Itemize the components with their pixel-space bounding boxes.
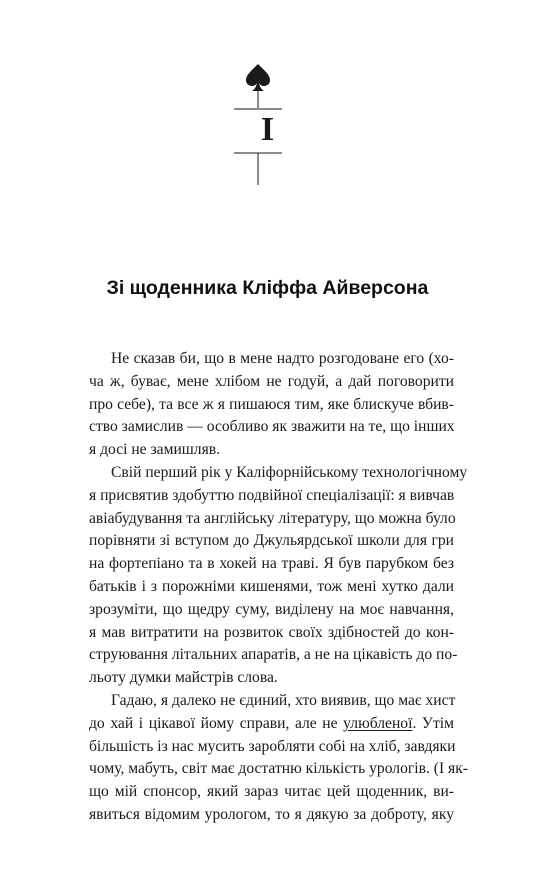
text-line: на фортепіано та в хокей на траві. Я був парубком без <box>89 555 454 573</box>
text-line: чому, мабуть, світ має достатню кількість урологів. (І як- <box>89 760 468 778</box>
text-line: батьків і з порожніми кишенями, тож мені хутко дали <box>89 577 454 595</box>
text-line: більшість із нас мусить заробляти собі на хліб, завдяки <box>89 737 456 755</box>
ornament-lines <box>0 0 535 200</box>
text-line: Гадаю, я далеко не єдиний, хто виявив, що має хист <box>111 691 456 709</box>
text-line: струювання літальних апаратів, а не на цікавість до по- <box>89 646 458 664</box>
text-line: що мій спонсор, який зараз читає цей щоденник, ви- <box>89 783 454 801</box>
text-line: Свій перший рік у Каліфорнійському технологічному <box>111 463 468 481</box>
text-segment: . Утім <box>412 714 454 732</box>
chapter-ornament <box>0 0 535 200</box>
text-line: порівняти зі вступом до Джульярдської школи для гри <box>89 532 454 550</box>
text-line: ча ж, буває, мене хлібом не годуй, а дай поговорити <box>89 372 454 390</box>
text-line: я досі не замишляв. <box>89 441 221 459</box>
text-line: я присвятив здобуттю подвійної спеціалізації: я вивчав <box>89 486 455 504</box>
text-line: авіабудування та англійську літературу, що можна було <box>89 509 456 527</box>
text-line: про себе), та все ж я пишаюся тим, яке блискуче вбив- <box>89 395 454 413</box>
text-line: я мав витратити на розвиток своїх здібностей до кон- <box>89 623 454 641</box>
chapter-numeral: I <box>260 111 275 148</box>
body-text <box>89 348 468 827</box>
text-segment: до хай і цікавої йому справи, але не <box>89 714 344 732</box>
spade-icon <box>246 64 270 91</box>
text-line: явиться відомим урологом, то я дякую за доброту, яку <box>89 805 454 823</box>
text-line-with-underline <box>89 713 454 736</box>
text-line: зрозуміти, що щедру суму, виділену на моє навчання, <box>89 600 454 618</box>
chapter-title: Зі щоденника Кліффа Айверсона <box>106 277 429 299</box>
text-line: ство замислив — особливо як зважити на те, що інших <box>89 418 455 436</box>
text-line: льоту думки майстрів слова. <box>89 669 278 687</box>
text-line: Не сказав би, що в мене надто розгодоване его (хо- <box>111 350 454 367</box>
underlined-word: улюбленої <box>343 714 413 732</box>
